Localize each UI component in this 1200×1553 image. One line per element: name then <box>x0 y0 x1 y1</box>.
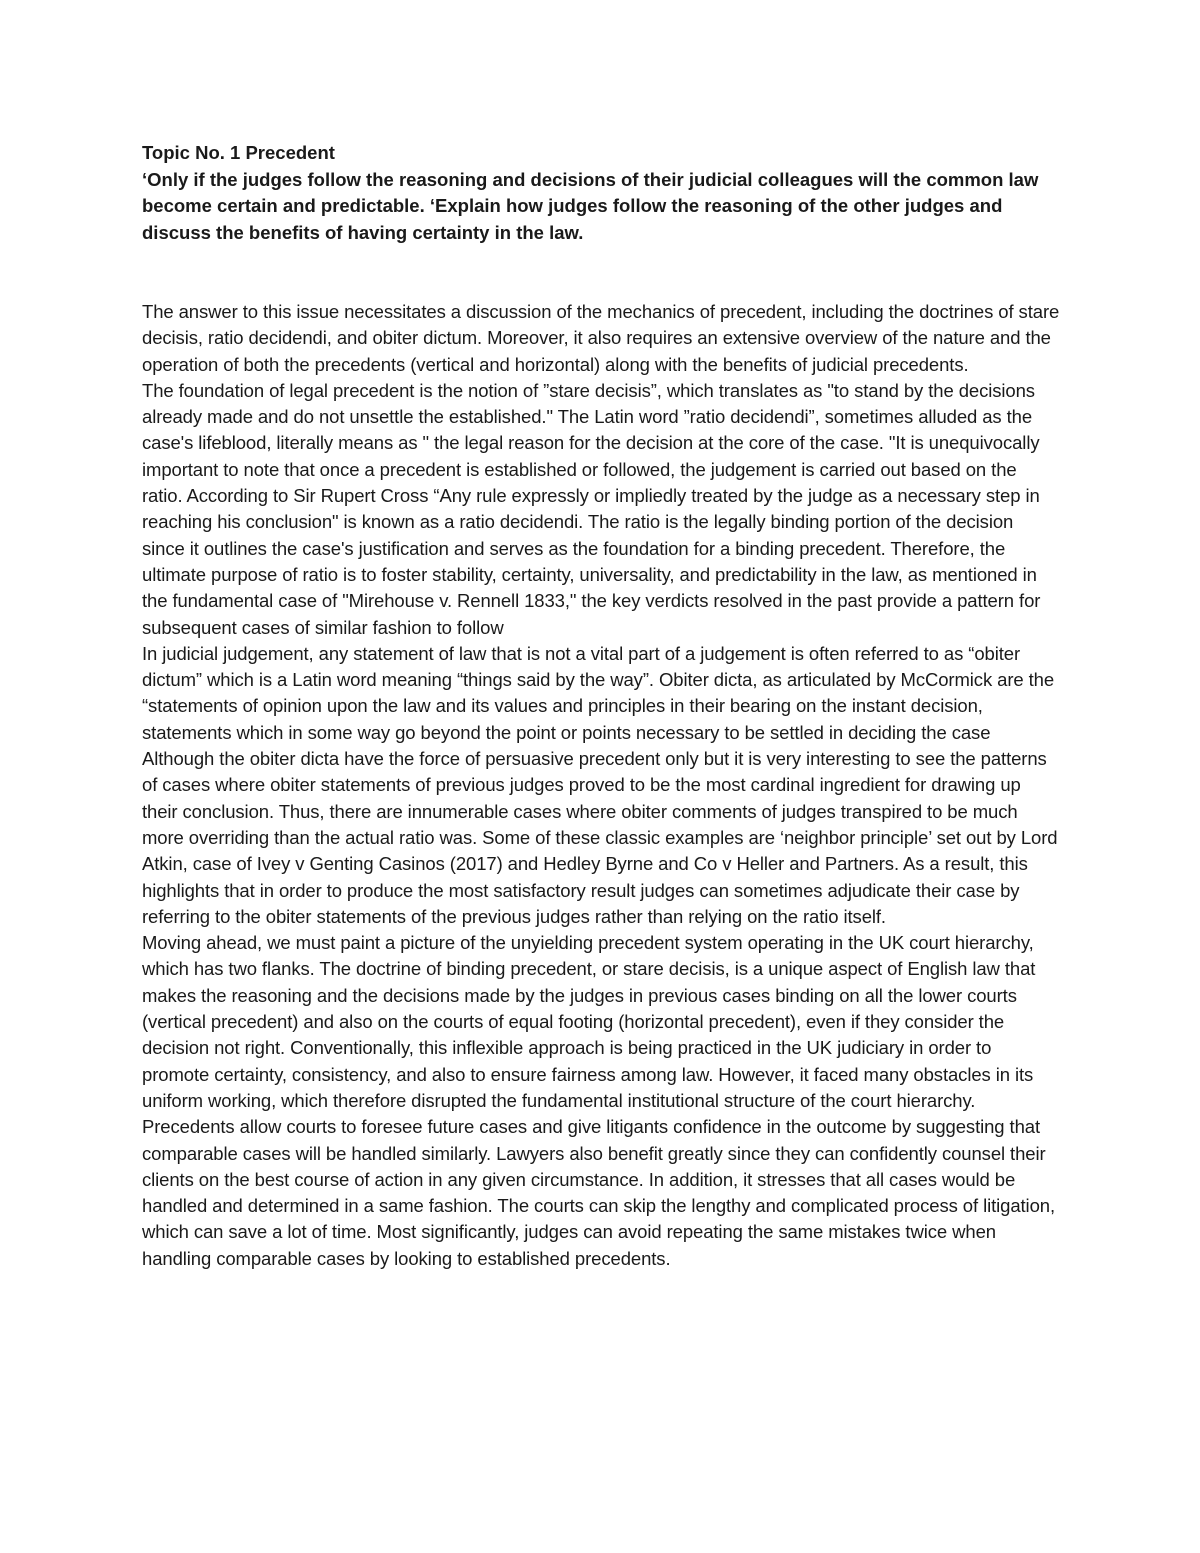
document-page <box>142 140 1060 1272</box>
topic-title: Topic No. 1 Precedent <box>142 142 335 163</box>
paragraph-stare-decisis-ratio: The foundation of legal precedent is the notion of ”stare decisis”, which translates as "to stand by the decisions already made and do not unsettle the established." The Latin word ”ratio decidendi”, sometimes alluded as the case's lifeblood, literally means as " the legal reason for the decision at the core of the case. "It is unequivocally important to note that once a precedent is established or followed, the judgement is carried out based on the ratio. According to Sir Rupert Cross “Any rule expressly or impliedly treated by the judge as a necessary step in reaching his conclusion" is known as a ratio decidendi. The ratio is the legally binding portion of the decision since it outlines the case's justification and serves as the foundation for a binding precedent. Therefore, the ultimate purpose of ratio is to foster stability, certainty, universality, and predictability in the law, as mentioned in the fundamental case of "Mirehouse v. Rennell 1833," the key verdicts resolved in the past provide a pattern for subsequent cases of similar fashion to follow <box>142 379 1041 638</box>
paragraph-court-hierarchy: Moving ahead, we must paint a picture of the unyielding precedent system operating in the UK court hierarchy, which has two flanks. The doctrine of binding precedent, or stare decisis, is a unique aspect of English law that makes the reasoning and the decisions made by the judges in previous cases binding on all the lower courts (vertical precedent) and also on the courts of equal footing (horizontal precedent), even if they consider the decision not right. Conventionally, this inflexible approach is being practiced in the UK judiciary in order to promote certainty, consistency, and also to ensure fairness among law. However, it faced many obstacles in its uniform working, which therefore disrupted the fundamental institutional structure of the court hierarchy. <box>142 932 1036 1111</box>
paragraph-benefits: Precedents allow courts to foresee future cases and give litigants confidence in the outcome by suggesting that comparable cases will be handled similarly. Lawyers also benefit greatly since they can confidently counsel their clients on the best course of action in any given circumstance. In addition, it stresses that all cases would be handled and determined in a same fashion. The courts can skip the lengthy and complicated process of litigation, which can save a lot of time. Most significantly, judges can avoid repeating the same mistakes twice when handling comparable cases by looking to established precedents. <box>142 1116 1055 1269</box>
essay-question: ‘Only if the judges follow the reasoning and decisions of their judicial colleagues will the common law become certain and predictable. ‘Explain how judges follow the reasoning of the other judges and discuss the benefits of having certainty in the law. <box>142 168 1039 243</box>
spacer <box>142 246 1060 299</box>
paragraph-introduction: The answer to this issue necessitates a discussion of the mechanics of precedent, including the doctrines of stare decisis, ratio decidendi, and obiter dictum. Moreover, it also requires an extensive overview of the nature and the operation of both the precedents (vertical and horizontal) along with the benefits of judicial precedents. <box>142 301 1060 375</box>
paragraph-obiter-dictum: In judicial judgement, any statement of law that is not a vital part of a judgement is often referred to as “obiter dictum” which is a Latin word meaning “things said by the way”. Obiter dicta, as articulated by McCormick are the “statements of opinion upon the law and its values and principles in their bearing on the instant decision, statements which in some way go beyond the point or points necessary to be settled in deciding the case Although the obiter dicta have the force of persuasive precedent only but it is very interesting to see the patterns of cases where obiter statements of previous judges proved to be the most cardinal ingredient for drawing up their conclusion. Thus, there are innumerable cases where obiter comments of judges transpired to be much more overriding than the actual ratio was. Some of these classic examples are ‘neighbor principle’ set out by Lord Atkin, case of Ivey v Genting Casinos (2017) and Hedley Byrne and Co v Heller and Partners. As a result, this highlights that in order to produce the most satisfactory result judges can sometimes adjudicate their case by referring to the obiter statements of the previous judges rather than relying on the ratio itself. <box>142 642 1058 927</box>
